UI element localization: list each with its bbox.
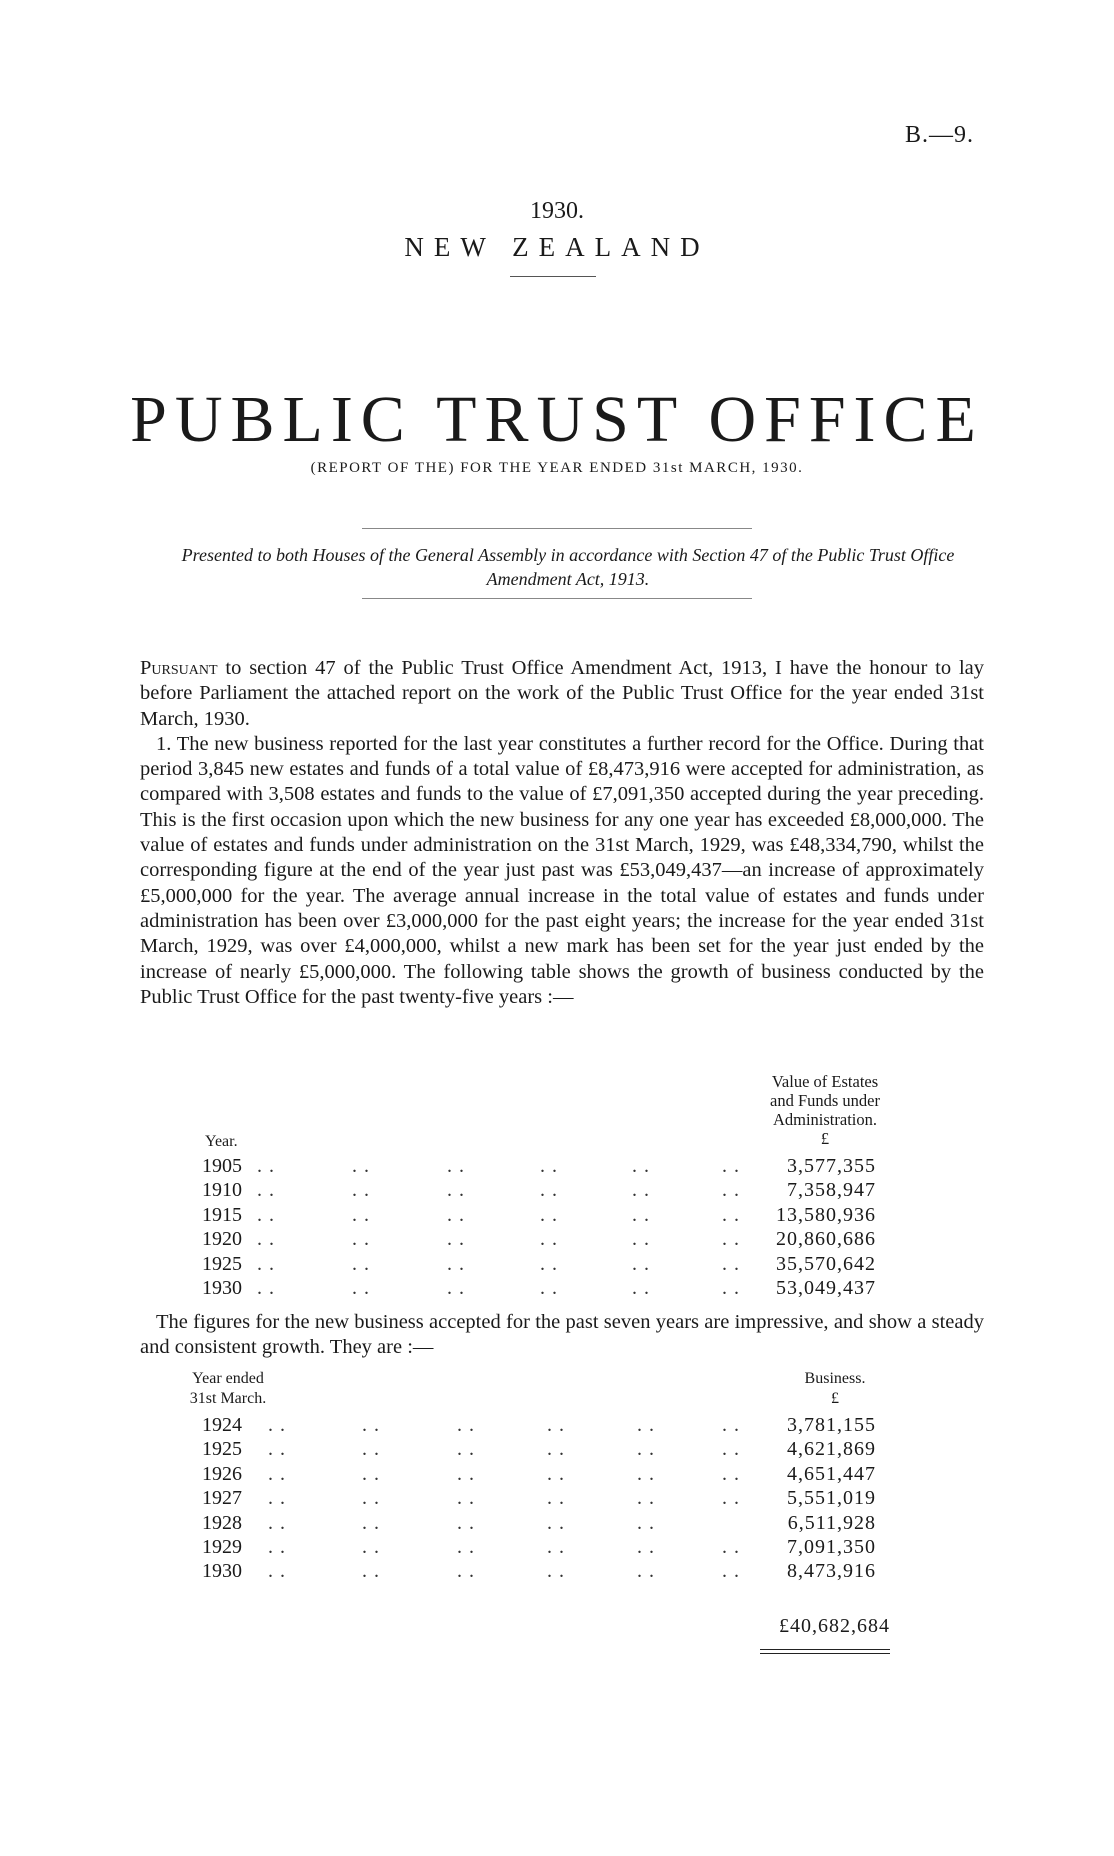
leader-dots: . . bbox=[637, 1560, 655, 1583]
row-year: 1920 bbox=[202, 1228, 242, 1251]
leader-dots: . . bbox=[352, 1277, 370, 1299]
leader-dots: . . bbox=[632, 1203, 650, 1226]
leader-dots: . . bbox=[268, 1462, 286, 1485]
leader-dots: . . bbox=[457, 1414, 475, 1436]
table-row bbox=[202, 1512, 876, 1536]
leader-dots: . . bbox=[352, 1203, 370, 1226]
leader-dots: . . bbox=[352, 1179, 370, 1202]
divider-short bbox=[510, 276, 596, 277]
leader-dots: . . bbox=[447, 1228, 465, 1251]
row-value: 4,651,447 bbox=[787, 1462, 876, 1485]
country-heading: NEW ZEALAND bbox=[404, 232, 710, 262]
leader-dots: . . bbox=[352, 1228, 370, 1251]
table-row bbox=[202, 1487, 876, 1511]
table2-header-line: Year ended bbox=[192, 1370, 264, 1387]
leader-dots: . . bbox=[268, 1438, 286, 1461]
leader-dots: . . bbox=[257, 1228, 275, 1251]
leader-dots: . . bbox=[632, 1179, 650, 1202]
leader-dots: . . bbox=[632, 1277, 650, 1299]
paragraph-intro bbox=[140, 656, 984, 732]
row-year: 1910 bbox=[202, 1179, 242, 1202]
leader-dots: . . bbox=[352, 1155, 370, 1177]
leader-dots: . . bbox=[637, 1462, 655, 1485]
document-code: B.—9. bbox=[904, 122, 974, 148]
row-year: 1915 bbox=[202, 1203, 242, 1226]
leader-dots: . . bbox=[457, 1438, 475, 1461]
leader-dots: . . bbox=[547, 1438, 565, 1461]
leader-dots: . . bbox=[547, 1462, 565, 1485]
leader-dots: . . bbox=[722, 1536, 740, 1558]
row-year: 1905 bbox=[202, 1155, 242, 1177]
leader-dots: . . bbox=[540, 1277, 558, 1299]
leader-dots: . . bbox=[447, 1155, 465, 1177]
leader-dots: . . bbox=[547, 1511, 565, 1534]
leader-dots: . . bbox=[457, 1511, 475, 1534]
table1-header-line: £ bbox=[820, 1129, 830, 1148]
leader-dots: . . bbox=[722, 1277, 740, 1299]
leader-dots: . . bbox=[362, 1462, 380, 1485]
leader-dots: . . bbox=[637, 1511, 655, 1534]
lead-word: Pursuant bbox=[140, 657, 218, 679]
leader-dots: . . bbox=[447, 1252, 465, 1275]
leader-dots: . . bbox=[268, 1414, 286, 1436]
leader-dots: . . bbox=[257, 1277, 275, 1299]
leader-dots: . . bbox=[722, 1179, 740, 1202]
leader-dots: . . bbox=[362, 1536, 380, 1558]
leader-dots: . . bbox=[722, 1438, 740, 1461]
leader-dots: . . bbox=[457, 1462, 475, 1485]
leader-dots: . . bbox=[540, 1155, 558, 1177]
paragraph-2: The figures for the new business accepted for the past seven years are impressive, and show a steady and consistent growth. They are :— bbox=[140, 1311, 984, 1358]
leader-dots: . . bbox=[632, 1155, 650, 1177]
leader-dots: . . bbox=[257, 1179, 275, 1202]
table2-header-line: 31st March. bbox=[189, 1390, 267, 1407]
leader-dots: . . bbox=[722, 1487, 740, 1510]
leader-dots: . . bbox=[268, 1511, 286, 1534]
leader-dots: . . bbox=[257, 1155, 275, 1177]
leader-dots: . . bbox=[257, 1203, 275, 1226]
leader-dots: . . bbox=[637, 1414, 655, 1436]
leader-dots: . . bbox=[447, 1203, 465, 1226]
leader-dots: . . bbox=[540, 1179, 558, 1202]
leader-dots: . . bbox=[268, 1536, 286, 1558]
paragraph-1: 1. The new business reported for the last year constitutes a further record for the Office. During that period 3,845 new estates and funds of a total value of £8,473,916 were accepted for administration, as compared with 3,508 estates and funds to the value of £7,091,350 accepted during the year preceding. This is the first occasion upon which the new business for any one year has exceeded £8,000,000. The value of estates and funds under administration on the 31st March, 1929, was £48,334,790, whilst the corresponding figure at the end of the year just past was £53,049,437—an increase of approximately £5,000,000 for the year. The average annual increase in the total value of estates and funds under administration has been over £3,000,000 for the past eight years; the increase for the year ended 31st March, 1929, was over £4,000,000, whilst a new mark has been set for the year just ended by the increase of nearly £5,000,000. The following table shows the growth of business conducted by the Public Trust Office for the past twenty-five years :— bbox=[140, 732, 984, 1008]
row-value: 53,049,437 bbox=[776, 1277, 876, 1299]
leader-dots: . . bbox=[637, 1536, 655, 1558]
leader-dots: . . bbox=[547, 1487, 565, 1510]
leader-dots: . . bbox=[268, 1487, 286, 1510]
row-year: 1928 bbox=[202, 1511, 242, 1534]
table-row bbox=[202, 1438, 876, 1462]
table2-header-line: £ bbox=[831, 1390, 839, 1407]
row-value: 13,580,936 bbox=[776, 1203, 876, 1226]
row-year: 1925 bbox=[202, 1252, 242, 1275]
row-year: 1926 bbox=[202, 1462, 242, 1485]
divider-upper bbox=[362, 528, 752, 529]
table1-header-line: and Funds under bbox=[770, 1091, 880, 1110]
row-year: 1929 bbox=[202, 1536, 242, 1558]
row-value: 3,577,355 bbox=[787, 1155, 876, 1177]
total-double-rule bbox=[760, 1653, 890, 1654]
leader-dots: . . bbox=[547, 1536, 565, 1558]
page-subtitle: (REPORT OF THE) FOR THE YEAR ENDED 31st MARCH, 1930. bbox=[310, 460, 804, 476]
presented-note: Presented to both Houses of the General Assembly in accordance with Section 47 of the Public Trust Office Amendment Act, 1913. bbox=[181, 545, 955, 589]
table-row bbox=[202, 1228, 876, 1252]
leader-dots: . . bbox=[632, 1252, 650, 1275]
table-row bbox=[202, 1414, 876, 1438]
row-year: 1925 bbox=[202, 1438, 242, 1461]
table2-total: £40,682,684 bbox=[779, 1615, 890, 1637]
intro-text: to section 47 of the Public Trust Office Amendment Act, 1913, I have the honour to lay before Parliament the attached report on the work of the Public Trust Office for the year ended 31st March, 1930. bbox=[140, 657, 984, 730]
leader-dots: . . bbox=[257, 1252, 275, 1275]
leader-dots: . . bbox=[540, 1252, 558, 1275]
table-row bbox=[202, 1560, 876, 1584]
leader-dots: . . bbox=[637, 1438, 655, 1461]
table-row bbox=[202, 1536, 876, 1560]
leader-dots: . . bbox=[722, 1203, 740, 1226]
row-value: 3,781,155 bbox=[787, 1414, 876, 1436]
table-row bbox=[202, 1155, 876, 1179]
leader-dots: . . bbox=[722, 1414, 740, 1436]
leader-dots: . . bbox=[722, 1462, 740, 1485]
leader-dots: . . bbox=[352, 1252, 370, 1275]
table-row bbox=[202, 1204, 876, 1228]
table1-header-line: Value of Estates bbox=[771, 1072, 879, 1091]
leader-dots: . . bbox=[547, 1560, 565, 1583]
table2-year-header bbox=[168, 1369, 288, 1409]
row-year: 1924 bbox=[202, 1414, 242, 1436]
table-row bbox=[202, 1463, 876, 1487]
table1-value-header bbox=[740, 1072, 910, 1148]
leader-dots: . . bbox=[457, 1536, 475, 1558]
leader-dots: . . bbox=[637, 1487, 655, 1510]
leader-dots: . . bbox=[457, 1560, 475, 1583]
row-year: 1927 bbox=[202, 1487, 242, 1510]
leader-dots: . . bbox=[540, 1228, 558, 1251]
leader-dots: . . bbox=[722, 1228, 740, 1251]
table1-header-line: Administration. bbox=[772, 1110, 878, 1129]
leader-dots: . . bbox=[268, 1560, 286, 1583]
divider-lower bbox=[362, 598, 752, 599]
leader-dots: . . bbox=[362, 1487, 380, 1510]
table2-business-header bbox=[780, 1369, 890, 1409]
row-year: 1930 bbox=[202, 1277, 242, 1299]
page-title: PUBLIC TRUST OFFICE bbox=[130, 383, 984, 456]
row-value: 4,621,869 bbox=[787, 1438, 876, 1461]
table-row bbox=[202, 1179, 876, 1203]
row-value: 35,570,642 bbox=[776, 1252, 876, 1275]
total-double-rule bbox=[760, 1649, 890, 1650]
leader-dots: . . bbox=[540, 1203, 558, 1226]
report-year: 1930. bbox=[530, 198, 584, 224]
leader-dots: . . bbox=[447, 1277, 465, 1299]
table-row bbox=[202, 1277, 876, 1301]
row-value: 7,091,350 bbox=[787, 1536, 876, 1558]
row-value: 8,473,916 bbox=[787, 1560, 876, 1583]
leader-dots: . . bbox=[362, 1414, 380, 1436]
row-value: 5,551,019 bbox=[787, 1487, 876, 1510]
leader-dots: . . bbox=[722, 1252, 740, 1275]
table2-header-line: Business. bbox=[804, 1370, 866, 1387]
leader-dots: . . bbox=[362, 1560, 380, 1583]
leader-dots: . . bbox=[362, 1511, 380, 1534]
leader-dots: . . bbox=[457, 1487, 475, 1510]
leader-dots: . . bbox=[547, 1414, 565, 1436]
table-row bbox=[202, 1253, 876, 1277]
row-year: 1930 bbox=[202, 1560, 242, 1583]
leader-dots: . . bbox=[722, 1155, 740, 1177]
body-text bbox=[140, 656, 984, 1010]
leader-dots: . . bbox=[722, 1560, 740, 1583]
leader-dots: . . bbox=[632, 1228, 650, 1251]
leader-dots: . . bbox=[447, 1179, 465, 1202]
table1-year-header: Year. bbox=[205, 1133, 238, 1150]
row-value: 7,358,947 bbox=[787, 1179, 876, 1202]
leader-dots: . . bbox=[362, 1438, 380, 1461]
row-value: 20,860,686 bbox=[776, 1228, 876, 1251]
row-value: 6,511,928 bbox=[787, 1511, 876, 1534]
